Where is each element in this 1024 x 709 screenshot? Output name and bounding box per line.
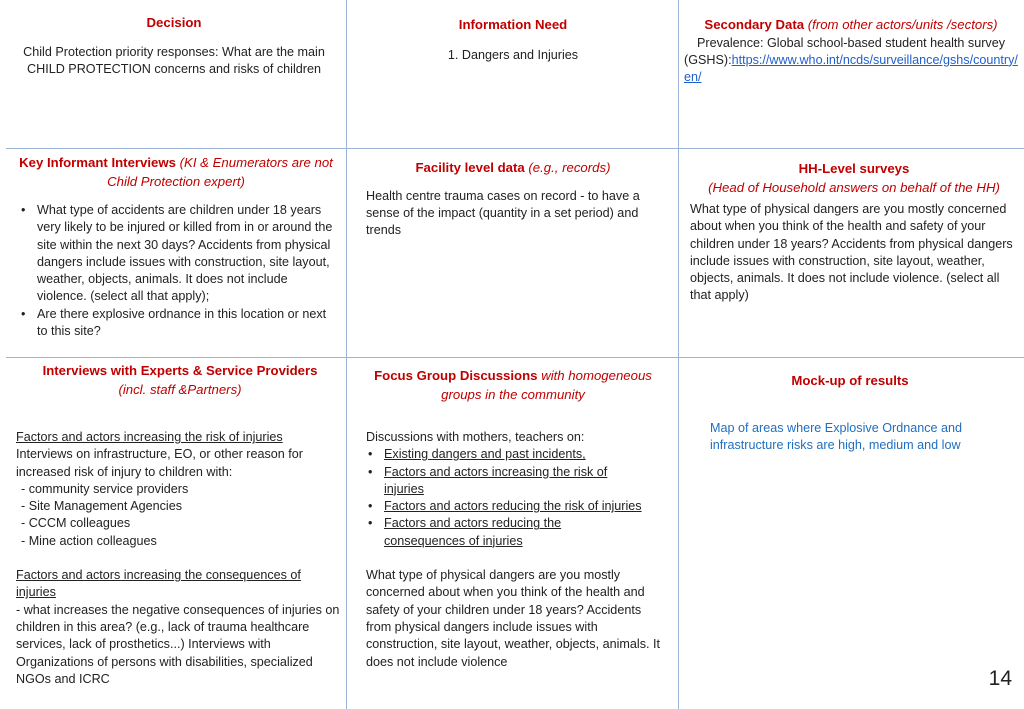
fgd-heading bbox=[366, 367, 660, 404]
list-item: • Factors and actors reducing the risk of injuries bbox=[384, 498, 642, 515]
fgd-body: What type of physical dangers are you mostly concerned about when you think of the health and safety of your children under 18 years? Accidents from physical dangers include issues with construction, site layout, weather, objects, animals. It does not include violence bbox=[366, 568, 660, 669]
facility-cell bbox=[366, 159, 660, 239]
experts-intro: Interviews on infrastructure, EO, or other reason for increased risk of injury to children with: bbox=[16, 447, 303, 479]
page-number: 14 bbox=[988, 667, 1012, 690]
secondary-data-cell bbox=[684, 16, 1018, 86]
list-item: • Are there explosive ordnance in this location or next to this site? bbox=[37, 306, 338, 341]
fgd-subtitle: with homogeneous groups in the community bbox=[441, 368, 652, 402]
list-item: • Factors and actors increasing the risk of injuries bbox=[384, 464, 642, 499]
experts-cell bbox=[16, 362, 344, 688]
gshs-link[interactable]: https://www.who.int/ncds/surveillance/gshs/country/en/ bbox=[684, 52, 1018, 85]
secondary-data-title: Secondary Data bbox=[704, 17, 805, 32]
list-item: - CCCM colleagues bbox=[21, 516, 131, 531]
key-informant-list bbox=[14, 202, 338, 340]
secondary-data-line1: Prevalence: Global school-based student health survey bbox=[696, 35, 1006, 50]
key-informant-subtitle: (KI & Enumerators are not Child Protection expert) bbox=[107, 155, 333, 189]
experts-subtitle: (incl. staff &Partners) bbox=[118, 381, 242, 397]
column-divider-1 bbox=[346, 0, 347, 709]
list-item: • Factors and actors reducing the consequences of injuries bbox=[384, 515, 642, 550]
experts-title: Interviews with Experts & Service Providers bbox=[42, 363, 318, 378]
row-divider-1 bbox=[6, 148, 1024, 149]
key-informant-title: Key Informant Interviews bbox=[19, 155, 176, 170]
facility-title: Facility level data bbox=[415, 160, 525, 175]
secondary-data-heading bbox=[684, 16, 1018, 35]
information-need-body: 1. Dangers and Injuries bbox=[447, 47, 579, 62]
decision-cell bbox=[8, 14, 340, 78]
secondary-data-source bbox=[684, 52, 1018, 87]
hh-surveys-title: HH-Level surveys bbox=[798, 161, 910, 176]
fgd-cell bbox=[366, 367, 660, 671]
experts-heading bbox=[16, 362, 344, 399]
hh-surveys-body: What type of physical dangers are you mostly concerned about when you think of the health and safety of your children under 18 years? Accidents from physical dangers include issues with construction, site layout, weather, objects, animals. It does not include violence. (select all that apply) bbox=[690, 202, 1013, 303]
information-need-title: Information Need bbox=[458, 17, 568, 32]
decision-title: Decision bbox=[146, 15, 202, 30]
facility-heading bbox=[366, 159, 660, 178]
secondary-data-prefix: (GSHS): bbox=[684, 52, 732, 67]
list-item: • Existing dangers and past incidents, bbox=[384, 446, 642, 463]
information-need-cell bbox=[350, 16, 676, 64]
experts-heading-consequences: Factors and actors increasing the consequences of injuries bbox=[16, 568, 301, 600]
list-item: - Site Management Agencies bbox=[21, 499, 183, 514]
column-divider-2 bbox=[678, 0, 679, 709]
secondary-data-subtitle: (from other actors/units /sectors) bbox=[807, 17, 998, 32]
row-divider-2 bbox=[6, 357, 1024, 358]
facility-body: Health centre trauma cases on record - to have a sense of the impact (quantity in a set period) and trends bbox=[366, 188, 640, 238]
facility-subtitle: (e.g., records) bbox=[528, 160, 611, 175]
mockup-cell bbox=[710, 372, 1010, 454]
fgd-list bbox=[366, 446, 642, 550]
list-item: - Mine action colleagues bbox=[21, 533, 157, 548]
key-informant-cell bbox=[14, 154, 338, 340]
hh-surveys-subtitle: (Head of Household answers on behalf of the HH) bbox=[708, 179, 1000, 195]
fgd-title: Focus Group Discussions bbox=[374, 368, 538, 383]
fgd-intro: Discussions with mothers, teachers on: bbox=[366, 430, 585, 444]
experts-body2: - what increases the negative consequences of injuries on children in this area? (e.g., lack of trauma healthcare services, lack of prosthetics...) Interviews with Organizations of persons with disabilities, specialized NGOs and ICRC bbox=[16, 602, 340, 686]
mockup-body: Map of areas where Explosive Ordnance and infrastructure risks are high, medium and low bbox=[710, 420, 963, 452]
decision-body: Child Protection priority responses: What are the main CHILD PROTECTION concerns and risks of children bbox=[23, 44, 325, 76]
list-item: • What type of accidents are children under 18 years very likely to be injured or killed from in or around the site within the next 30 days? Accidents from physical dangers include issues with construction, site layout, weather, objects, animals. It does not include violence. (select all that apply); bbox=[37, 202, 338, 306]
experts-heading-risk: Factors and actors increasing the risk of injuries bbox=[16, 430, 283, 444]
key-informant-heading bbox=[14, 154, 338, 191]
list-item: - community service providers bbox=[21, 481, 189, 496]
mockup-title: Mock-up of results bbox=[791, 373, 909, 388]
hh-surveys-cell bbox=[690, 160, 1018, 305]
